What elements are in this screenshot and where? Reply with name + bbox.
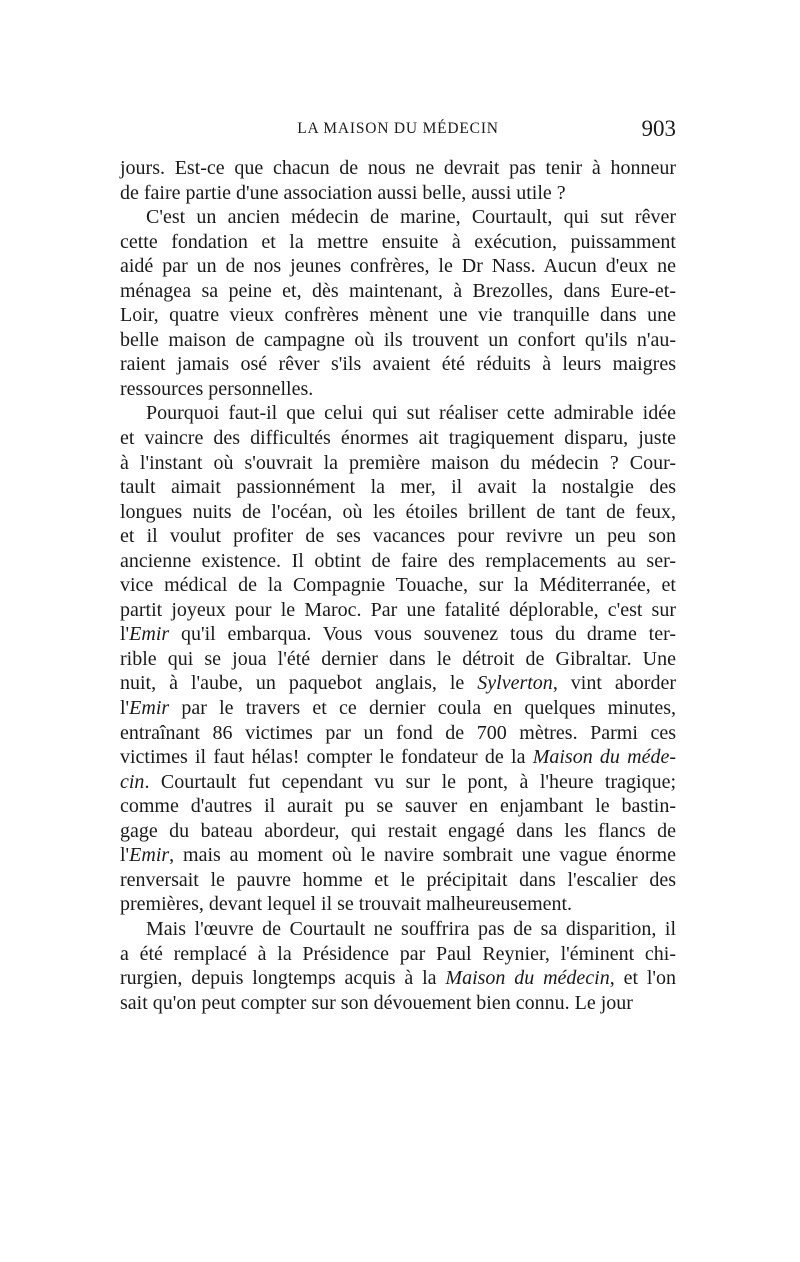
text-line xyxy=(120,819,676,844)
text-run: nuit, à l'aube, un paquebot anglais, le xyxy=(120,672,478,695)
text-run: C'est un ancien médecin de marine, Courtault, qui sut rêver xyxy=(146,206,676,229)
text-line xyxy=(120,966,676,991)
text-run: , vint aborder xyxy=(552,672,676,695)
text-run: a été remplacé à la Présidence par Paul Reynier, l'éminent chi- xyxy=(120,942,676,965)
text-run: belle maison de campagne où ils trouvent un confort qu'ils n'au- xyxy=(120,328,676,351)
body-text xyxy=(120,156,676,1015)
text-line xyxy=(120,892,676,917)
text-line xyxy=(120,868,676,893)
paragraph xyxy=(120,205,676,401)
text-run: gage du bateau abordeur, qui restait engagé dans les flancs de xyxy=(120,819,676,842)
text-line xyxy=(120,647,676,672)
text-run: rible qui se joua l'été dernier dans le détroit de Gibraltar. Une xyxy=(120,647,676,670)
text-run: longues nuits de l'océan, où les étoiles brillent de tant de feux, xyxy=(120,500,676,523)
text-line xyxy=(120,549,676,574)
text-line xyxy=(120,524,676,549)
text-run: par le travers et ce dernier coula en quelques minutes, xyxy=(169,697,676,720)
text-run: premières, devant lequel il se trouvait malheureusement. xyxy=(120,893,573,916)
text-line xyxy=(120,426,676,451)
text-run: victimes il faut hélas! compter le fondateur de la xyxy=(120,746,533,769)
italic-run: Emir xyxy=(129,844,170,867)
text-run: tault aimait passionnément la mer, il avait la nostalgie des xyxy=(120,476,676,499)
text-run: l' xyxy=(120,844,130,867)
text-run: sait qu'on peut compter sur son dévouement bien connu. Le jour xyxy=(120,991,633,1014)
text-line xyxy=(120,721,676,746)
text-run: l' xyxy=(120,697,130,720)
text-run: Loir, quatre vieux confrères mènent une vie tranquille dans une xyxy=(120,304,676,327)
text-run: partit joyeux pour le Maroc. Par une fatalité déplorable, c'est sur xyxy=(120,598,676,621)
text-line xyxy=(120,745,676,770)
text-line xyxy=(120,770,676,795)
text-line xyxy=(120,156,676,181)
text-run: entraînant 86 victimes par un fond de 700 mètres. Parmi ces xyxy=(120,721,676,744)
text-run: à l'instant où s'ouvrait la première maison du médecin ? Cour- xyxy=(120,451,676,474)
text-run: renversait le pauvre homme et le précipitait dans l'escalier des xyxy=(120,868,676,891)
text-run: rurgien, depuis longtemps acquis à la xyxy=(120,967,446,990)
text-line xyxy=(120,671,676,696)
text-line xyxy=(120,377,676,402)
italic-run: Emir xyxy=(129,697,170,720)
text-line xyxy=(120,917,676,942)
text-run: raient jamais osé rêver s'ils avaient été réduits à leurs maigres xyxy=(120,353,676,376)
text-line xyxy=(120,622,676,647)
italic-run: Emir xyxy=(129,623,170,646)
text-run: cette fondation et la mettre ensuite à exécution, puissamment xyxy=(120,230,676,253)
paragraph xyxy=(120,401,676,916)
text-line xyxy=(120,352,676,377)
text-line xyxy=(120,500,676,525)
italic-run: Sylverton xyxy=(477,672,553,695)
text-run: jours. Est-ce que chacun de nous ne devrait pas tenir à honneur xyxy=(120,157,676,179)
text-line xyxy=(120,475,676,500)
text-line xyxy=(120,328,676,353)
text-line xyxy=(120,254,676,279)
running-title: LA MAISON DU MÉDECIN xyxy=(297,120,499,137)
text-run: et il voulut profiter de ses vacances pour revivre un peu son xyxy=(120,525,676,548)
text-line xyxy=(120,991,676,1016)
text-run: . Courtault fut cependant vu sur le pont, à l'heure tragique; xyxy=(144,770,676,793)
text-run: Mais l'œuvre de Courtault ne souffrira pas de sa disparition, il xyxy=(146,917,676,940)
text-run: aidé par un de nos jeunes confrères, le Dr Nass. Aucun d'eux ne xyxy=(120,255,676,278)
text-run: de faire partie d'une association aussi belle, aussi utile ? xyxy=(120,181,566,204)
text-run: qu'il embarqua. Vous vous souvenez tous du drame ter- xyxy=(169,623,676,646)
text-line xyxy=(120,279,676,304)
text-run: et vaincre des difficultés énormes ait tragiquement disparu, juste xyxy=(120,427,676,450)
text-line xyxy=(120,794,676,819)
italic-run: cin xyxy=(120,770,145,793)
text-line xyxy=(120,843,676,868)
text-line xyxy=(120,401,676,426)
text-run: ancienne existence. Il obtint de faire des remplacements au ser- xyxy=(120,549,676,572)
italic-run: Maison du médecin xyxy=(445,967,610,990)
text-line xyxy=(120,303,676,328)
text-line xyxy=(120,696,676,721)
text-line xyxy=(120,942,676,967)
text-run: l' xyxy=(120,623,130,646)
text-line xyxy=(120,230,676,255)
text-run: Pourquoi faut-il que celui qui sut réaliser cette admirable idée xyxy=(146,402,676,425)
text-line xyxy=(120,573,676,598)
text-run: ménagea sa peine et, dès maintenant, à Brezolles, dans Eure-et- xyxy=(120,279,676,302)
text-run: comme d'autres il aurait pu se sauver en enjambant le bastin- xyxy=(120,795,676,818)
italic-run: Maison du méde- xyxy=(532,746,676,769)
text-run: ressources personnelles. xyxy=(120,377,314,400)
paragraph xyxy=(120,156,676,205)
text-line xyxy=(120,181,676,206)
text-line xyxy=(120,451,676,476)
text-line xyxy=(120,205,676,230)
text-run: vice médical de la Compagnie Touache, sur la Méditerranée, et xyxy=(120,574,676,597)
page-number: 903 xyxy=(641,116,676,141)
paragraph xyxy=(120,917,676,1015)
text-run: , mais au moment où le navire sombrait une vague énorme xyxy=(169,844,676,867)
running-head xyxy=(120,116,676,142)
text-run: , et l'on xyxy=(609,967,677,990)
text-line xyxy=(120,598,676,623)
